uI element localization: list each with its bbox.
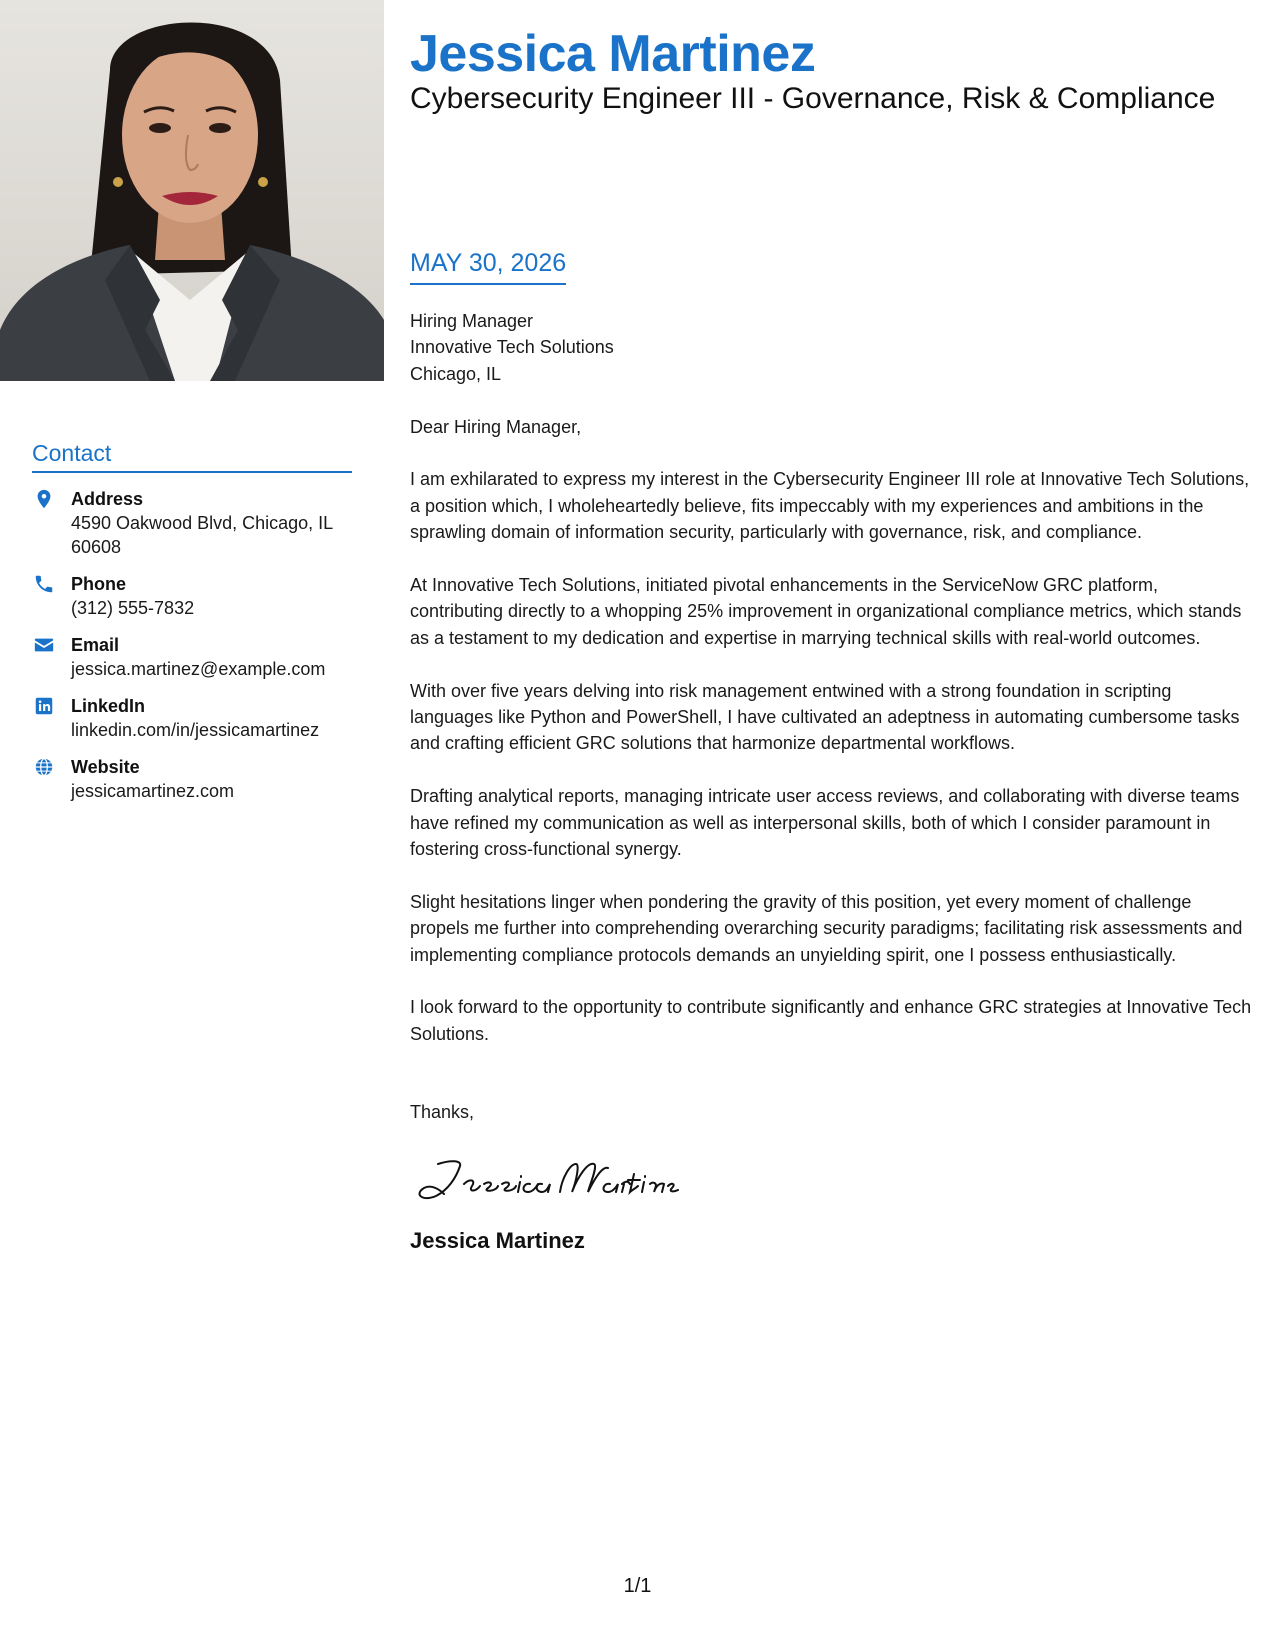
recipient-line: Chicago, IL bbox=[410, 363, 502, 384]
recipient-line: Innovative Tech Solutions bbox=[410, 337, 614, 358]
linkedin-icon bbox=[33, 695, 55, 717]
salutation: Dear Hiring Manager, bbox=[410, 416, 582, 437]
handwritten-signature bbox=[410, 1154, 1255, 1204]
contact-value: linkedin.com/in/jessicamartinez bbox=[71, 720, 320, 740]
recipient-line: Hiring Manager bbox=[410, 311, 534, 331]
recipient-block bbox=[410, 308, 1255, 387]
phone-icon bbox=[33, 573, 55, 595]
contact-label: Email bbox=[71, 635, 120, 655]
contact-website bbox=[32, 755, 352, 803]
contact-linkedin bbox=[32, 694, 352, 742]
contact-value: (312) 555-7832 bbox=[71, 598, 195, 618]
contact-address bbox=[32, 487, 352, 559]
contact-label: LinkedIn bbox=[71, 696, 146, 716]
contact-label: Website bbox=[71, 757, 140, 777]
profile-photo bbox=[0, 0, 384, 381]
letter-paragraph: I look forward to the opportunity to contribute significantly and enhance GRC strategies at Innovative Tech Solutions. bbox=[410, 997, 1252, 1044]
contact-label: Phone bbox=[71, 574, 127, 594]
letter-paragraph: With over five years delving into risk management entwined with a strong foundation in scripting languages like Python and PowerShell, I have cultivated an adeptness in automating cumbersome tasks and crafting efficient GRC solutions that harmonize departmental workflows. bbox=[410, 680, 1240, 754]
contact-sidebar bbox=[32, 440, 352, 816]
letter-paragraph: I am exhilarated to express my interest in the Cybersecurity Engineer III role at Innovative Tech Solutions, a position which, I wholeheartedly believe, fits impeccably with my experiences and ambitions in the sprawling domain of information security, particularly with governance, risk, and compliance. bbox=[410, 469, 1250, 543]
contact-value: 4590 Oakwood Blvd, Chicago, IL 60608 bbox=[71, 513, 333, 557]
letter-paragraph: Slight hesitations linger when pondering the gravity of this position, yet every moment of challenge propels me further into comprehending overarching security paradigms; facilitating risk assessments and implementing compliance protocols demands an unyielding spirit, one I possess enthusiastically. bbox=[410, 891, 1243, 965]
location-pin-icon bbox=[33, 488, 55, 510]
contact-phone bbox=[32, 572, 352, 620]
applicant-name: Jessica Martinez bbox=[410, 25, 816, 83]
contact-value: jessica.martinez@example.com bbox=[71, 659, 326, 679]
page-number: 1/1 bbox=[623, 1575, 652, 1597]
letter-paragraph: At Innovative Tech Solutions, initiated pivotal enhancements in the ServiceNow GRC platform, contributing directly to a whopping 25% improvement in organizational compliance metrics, which stands as a testament to my dedication and expertise in marrying technical skills with real-world outcomes. bbox=[410, 575, 1242, 648]
contact-label: Address bbox=[71, 489, 144, 509]
applicant-title: Cybersecurity Engineer III - Governance, Risk & Compliance bbox=[410, 82, 1216, 115]
letter-date: MAY 30, 2026 bbox=[410, 249, 566, 285]
letter-body bbox=[410, 308, 1255, 1254]
contact-value: jessicamartinez.com bbox=[71, 781, 235, 801]
contact-heading: Contact bbox=[32, 440, 352, 473]
envelope-icon bbox=[33, 634, 55, 656]
contact-email bbox=[32, 633, 352, 681]
closing: Thanks, bbox=[410, 1102, 475, 1123]
letter-paragraph: Drafting analytical reports, managing intricate user access reviews, and collaborating with diverse teams have refined my communication as well as interpersonal skills, both of which I consider paramount in fostering cross-functional synergy. bbox=[410, 786, 1240, 860]
signer-name: Jessica Martinez bbox=[410, 1227, 585, 1253]
globe-icon bbox=[33, 756, 55, 778]
